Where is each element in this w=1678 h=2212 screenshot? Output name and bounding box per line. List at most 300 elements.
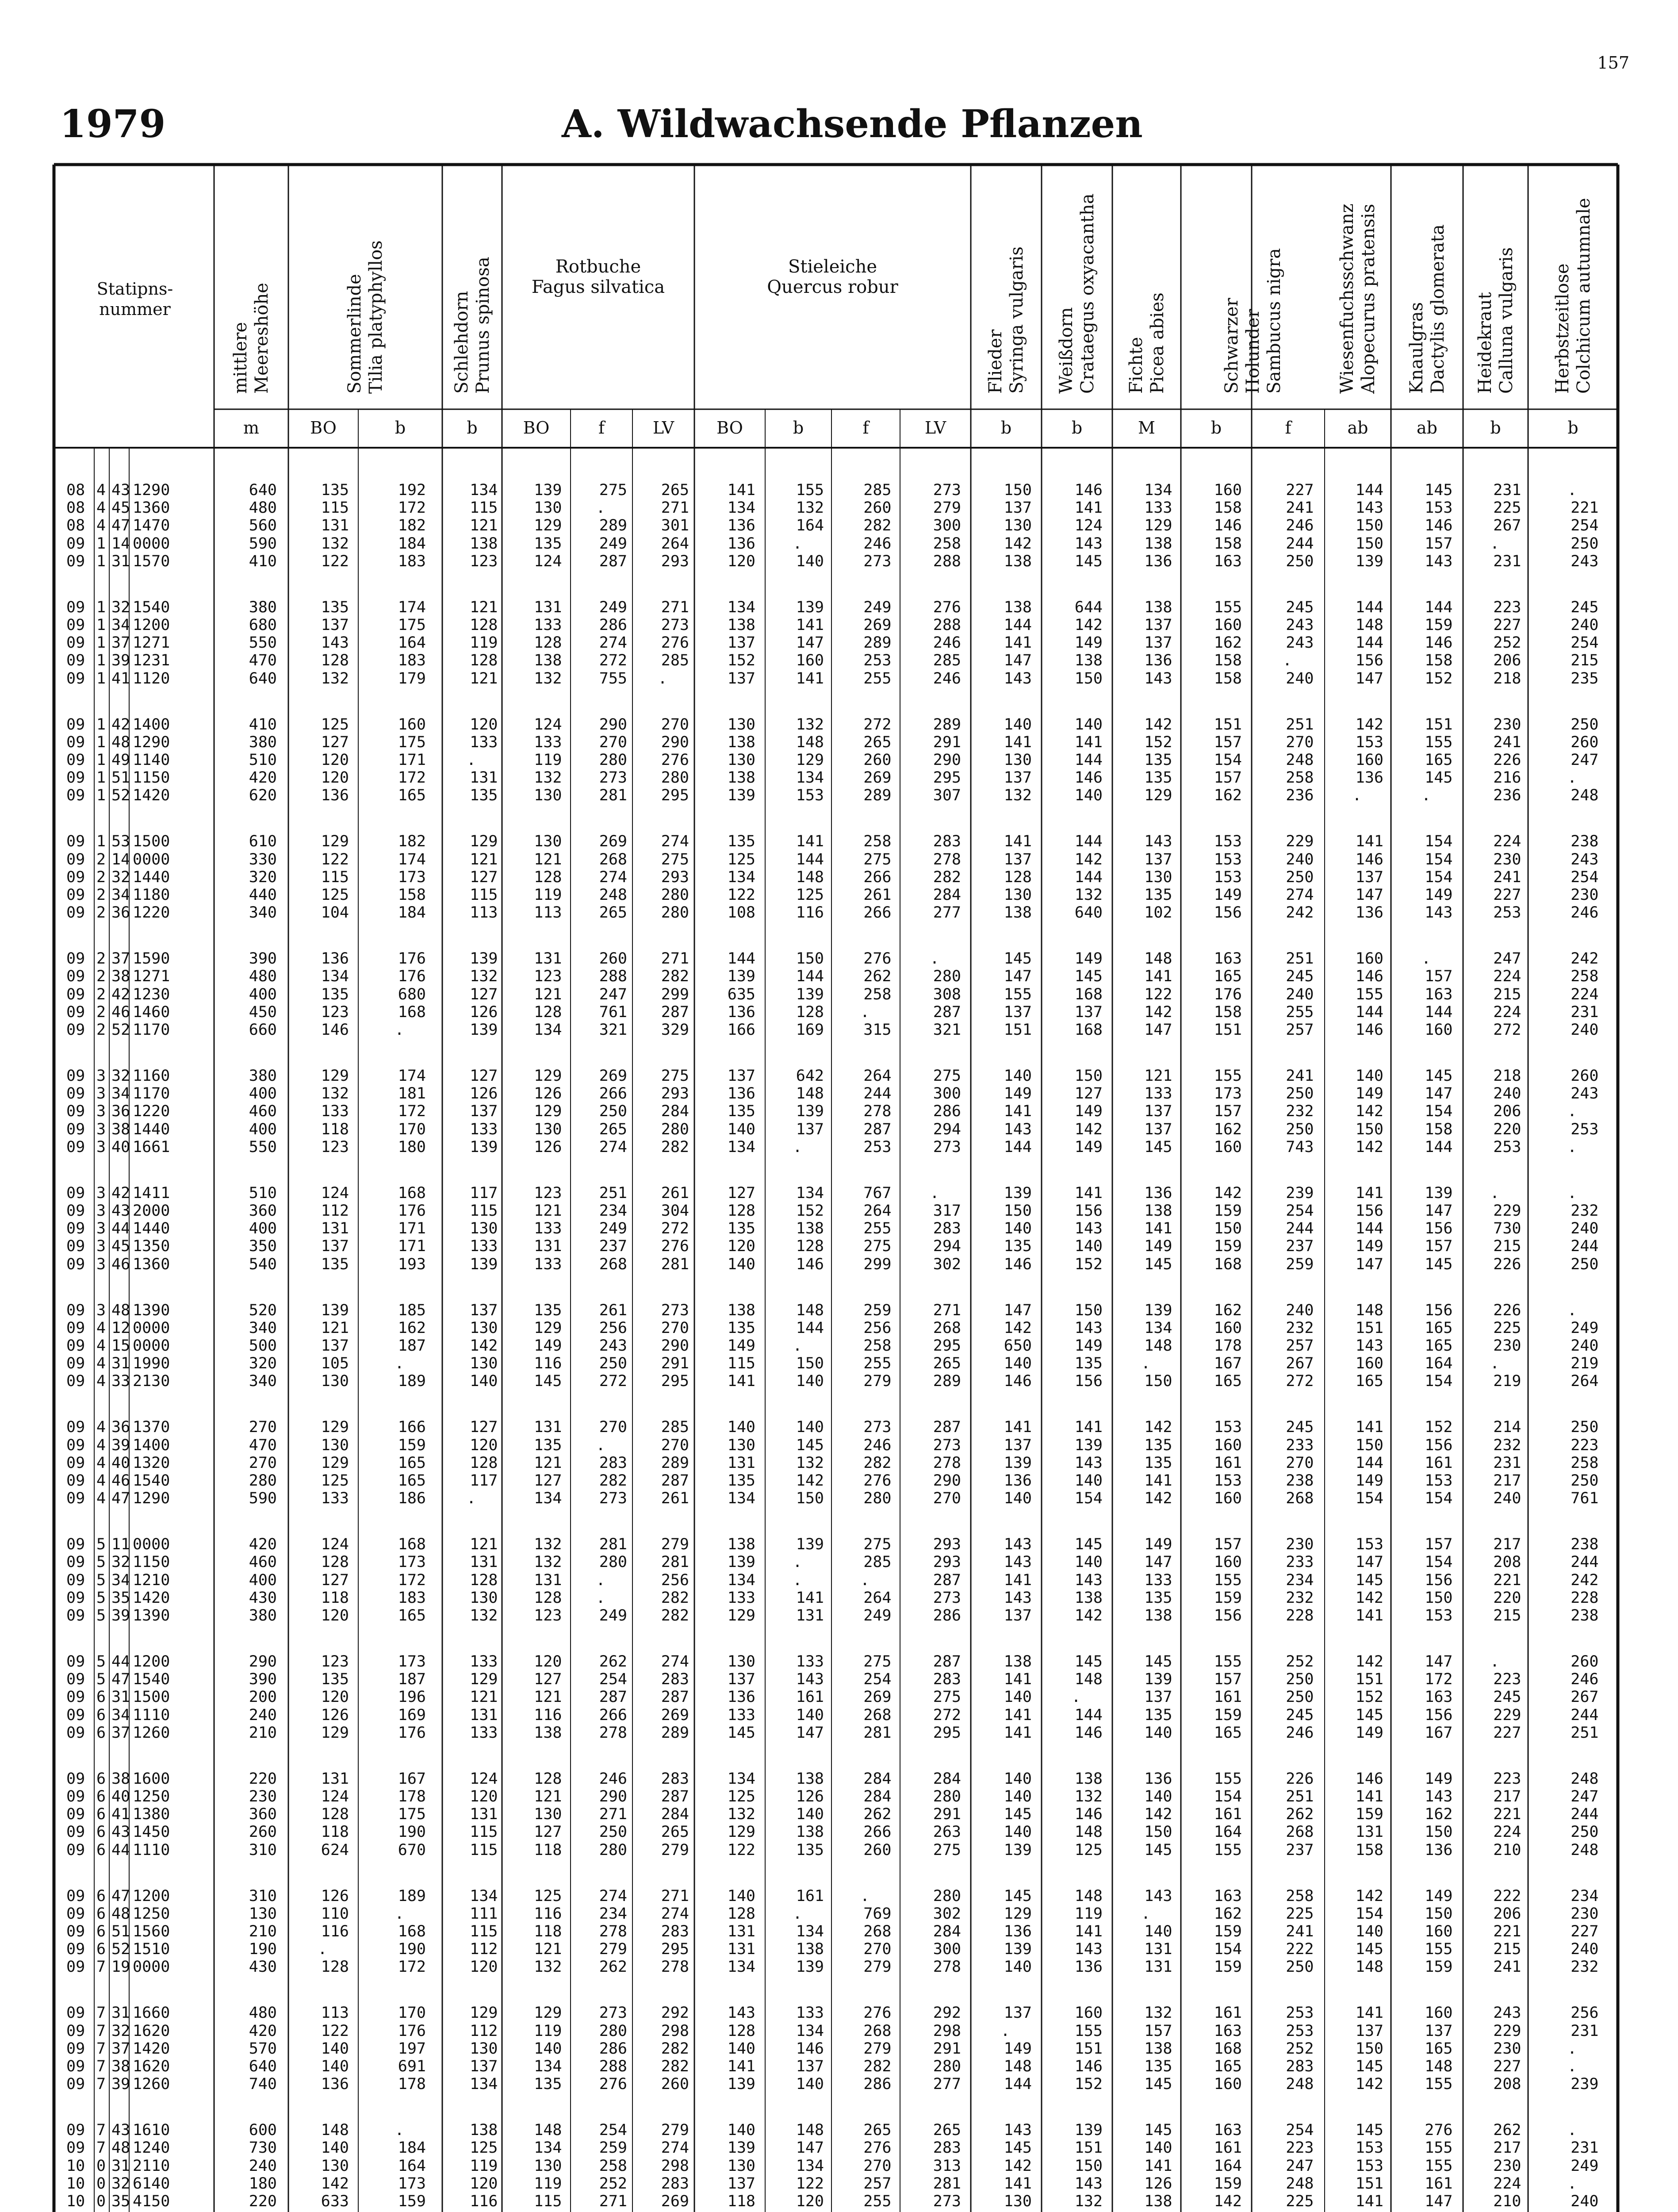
station-code: 09 bbox=[66, 634, 85, 652]
table-cell: 138 bbox=[1004, 1653, 1032, 1671]
table-cell: 138 bbox=[470, 534, 498, 553]
station-code: 08 bbox=[66, 481, 85, 499]
table-cell: 291 bbox=[933, 733, 961, 751]
table-cell: 136 bbox=[727, 517, 755, 535]
table-cell: 281 bbox=[933, 2174, 961, 2193]
table-cell: 155 bbox=[1214, 598, 1242, 616]
table-cell: 278 bbox=[933, 1454, 961, 1472]
station-code: 48 bbox=[111, 1301, 130, 1319]
table-cell: 176 bbox=[398, 1202, 426, 1220]
station-code: 09 bbox=[66, 1436, 85, 1454]
table-cell: 129 bbox=[470, 1671, 498, 1689]
page-number: 157 bbox=[1597, 53, 1629, 73]
table-cell: 245 bbox=[1286, 1706, 1314, 1724]
table-cell: 271 bbox=[661, 598, 689, 616]
table-cell: 262 bbox=[1493, 2121, 1521, 2139]
station-code: 7 bbox=[96, 2121, 106, 2139]
table-cell: 290 bbox=[661, 733, 689, 751]
station-code: 1200 bbox=[133, 1653, 170, 1671]
station-code: 1160 bbox=[133, 1067, 170, 1085]
table-cell: 256 bbox=[1571, 2004, 1599, 2022]
table-cell: 150 bbox=[1425, 1823, 1453, 1841]
table-cell: 131 bbox=[470, 1706, 498, 1724]
table-cell: 129 bbox=[534, 1319, 562, 1337]
table-cell: 131 bbox=[727, 1940, 755, 1959]
table-cell: 264 bbox=[863, 1067, 892, 1085]
table-cell: 257 bbox=[1286, 1337, 1314, 1355]
table-cell: 139 bbox=[470, 1255, 498, 1273]
table-cell: 145 bbox=[1425, 1067, 1453, 1085]
table-cell: 146 bbox=[1074, 769, 1103, 787]
station-code: 6 bbox=[96, 1940, 106, 1959]
table-cell: 116 bbox=[321, 1923, 349, 1940]
station-code: 1420 bbox=[133, 787, 170, 805]
station-code: 7 bbox=[96, 2004, 106, 2022]
table-cell: 165 bbox=[1425, 2039, 1453, 2058]
table-cell: 141 bbox=[796, 616, 824, 634]
table-cell: 219 bbox=[1571, 1355, 1599, 1373]
station-code: 09 bbox=[66, 1788, 85, 1805]
station-code: 09 bbox=[66, 2139, 85, 2157]
table-cell: 261 bbox=[661, 1490, 689, 1508]
table-cell: 241 bbox=[1286, 499, 1314, 517]
table-cell: 147 bbox=[1355, 1553, 1383, 1571]
station-code: 12 bbox=[111, 1319, 130, 1337]
table-cell: 149 bbox=[1144, 1536, 1172, 1554]
table-cell: 620 bbox=[249, 787, 277, 805]
table-cell: 274 bbox=[599, 1887, 627, 1905]
station-code: 09 bbox=[66, 1255, 85, 1273]
table-cell: 159 bbox=[398, 2193, 426, 2210]
table-cell: 279 bbox=[933, 499, 961, 517]
table-cell: 156 bbox=[1425, 1220, 1453, 1238]
table-cell: 282 bbox=[661, 1138, 689, 1156]
table-cell: 244 bbox=[863, 1085, 892, 1103]
table-cell: 140 bbox=[1144, 1724, 1172, 1742]
table-cell: 160 bbox=[1214, 1319, 1242, 1337]
table-cell: 231 bbox=[1493, 1454, 1521, 1472]
table-cell: 270 bbox=[661, 1436, 689, 1454]
table-cell: 159 bbox=[1214, 1706, 1242, 1724]
table-cell: 229 bbox=[1493, 1706, 1521, 1724]
table-cell: . bbox=[1567, 1138, 1577, 1156]
table-cell: . bbox=[466, 751, 476, 769]
table-cell: 276 bbox=[863, 2004, 892, 2022]
table-cell: 159 bbox=[1214, 1237, 1242, 1256]
table-cell: . bbox=[395, 1905, 404, 1923]
table-cell: 142 bbox=[1355, 715, 1383, 733]
table-cell: . bbox=[596, 499, 605, 517]
table-cell: 231 bbox=[1571, 2139, 1599, 2157]
station-code: 6 bbox=[96, 1688, 106, 1706]
table-cell: 132 bbox=[1144, 2004, 1172, 2022]
table-cell: 271 bbox=[599, 2193, 627, 2210]
table-cell: 273 bbox=[599, 769, 627, 787]
table-cell: 132 bbox=[534, 1958, 562, 1976]
table-cell: 280 bbox=[661, 904, 689, 922]
table-cell: 138 bbox=[727, 733, 755, 751]
table-cell: 116 bbox=[534, 1355, 562, 1373]
table-cell: 140 bbox=[727, 1120, 755, 1138]
table-cell: 137 bbox=[470, 2058, 498, 2075]
unit-label: b bbox=[1000, 418, 1012, 438]
station-code: 1110 bbox=[133, 1841, 170, 1859]
table-cell: 173 bbox=[398, 1653, 426, 1671]
table-cell: 243 bbox=[1493, 2004, 1521, 2022]
table-cell: 128 bbox=[727, 2022, 755, 2040]
station-code: 44 bbox=[111, 1653, 130, 1671]
table-cell: 149 bbox=[1425, 1770, 1453, 1788]
table-cell: . bbox=[1567, 2174, 1577, 2193]
table-cell: 130 bbox=[534, 2157, 562, 2175]
table-cell: 165 bbox=[398, 1607, 426, 1624]
table-cell: 680 bbox=[398, 985, 426, 1003]
table-cell: 249 bbox=[599, 534, 627, 553]
table-cell: 163 bbox=[1214, 2121, 1242, 2139]
table-cell: 158 bbox=[1214, 1003, 1242, 1021]
table-cell: 160 bbox=[1214, 1138, 1242, 1156]
table-cell: . bbox=[1567, 1102, 1577, 1121]
table-cell: 222 bbox=[1286, 1940, 1314, 1959]
table-cell: 125 bbox=[796, 886, 824, 904]
table-cell: 147 bbox=[1425, 1653, 1453, 1671]
table-cell: 145 bbox=[1074, 968, 1103, 986]
table-cell: 104 bbox=[321, 904, 349, 922]
table-cell: 126 bbox=[470, 1003, 498, 1021]
table-cell: 144 bbox=[796, 850, 824, 868]
station-code: 09 bbox=[66, 669, 85, 687]
table-cell: 224 bbox=[1571, 985, 1599, 1003]
table-cell: 136 bbox=[727, 1085, 755, 1103]
table-cell: 145 bbox=[1355, 2058, 1383, 2075]
table-cell: 129 bbox=[534, 2004, 562, 2022]
station-code: 1380 bbox=[133, 1805, 170, 1824]
station-code: 1150 bbox=[133, 1553, 170, 1571]
station-code: 3 bbox=[96, 1067, 106, 1085]
table-cell: 162 bbox=[1214, 1301, 1242, 1319]
table-cell: 132 bbox=[796, 715, 824, 733]
station-code: 09 bbox=[66, 769, 85, 787]
table-cell: 184 bbox=[398, 2139, 426, 2157]
table-cell: 257 bbox=[863, 2174, 892, 2193]
station-code: 6 bbox=[96, 1805, 106, 1824]
table-cell: 273 bbox=[661, 616, 689, 634]
table-cell: 268 bbox=[863, 1923, 892, 1940]
table-cell: 258 bbox=[599, 2157, 627, 2175]
table-cell: 153 bbox=[1214, 868, 1242, 886]
table-cell: 141 bbox=[1004, 2174, 1032, 2193]
table-cell: 274 bbox=[599, 634, 627, 652]
table-cell: 315 bbox=[863, 1021, 892, 1039]
table-cell: 259 bbox=[863, 1301, 892, 1319]
table-cell: 136 bbox=[1004, 1923, 1032, 1940]
station-code: 09 bbox=[66, 1337, 85, 1355]
unit-label: BO bbox=[523, 418, 550, 438]
table-cell: 160 bbox=[1355, 1355, 1383, 1373]
table-cell: 286 bbox=[599, 2039, 627, 2058]
table-cell: 138 bbox=[1144, 598, 1172, 616]
table-cell: 140 bbox=[1355, 1067, 1383, 1085]
table-cell: 150 bbox=[1355, 534, 1383, 553]
table-cell: 237 bbox=[1286, 1237, 1314, 1256]
table-cell: 273 bbox=[933, 1589, 961, 1607]
table-cell: 238 bbox=[1286, 1472, 1314, 1490]
table-cell: 145 bbox=[1144, 1255, 1172, 1273]
table-cell: 220 bbox=[1493, 1120, 1521, 1138]
table-cell: 115 bbox=[470, 886, 498, 904]
unit-label: b bbox=[793, 418, 804, 438]
table-cell: 241 bbox=[1286, 1923, 1314, 1940]
table-cell: 128 bbox=[321, 1958, 349, 1976]
station-code: 34 bbox=[111, 616, 130, 634]
station-code: 44 bbox=[111, 1220, 130, 1238]
station-code: 09 bbox=[66, 1184, 85, 1202]
table-cell: 140 bbox=[796, 1418, 824, 1436]
table-cell: 145 bbox=[1004, 1887, 1032, 1905]
table-cell: 152 bbox=[1074, 2075, 1103, 2093]
table-cell: 147 bbox=[1355, 1255, 1383, 1273]
table-cell: 330 bbox=[249, 850, 277, 868]
table-cell: 153 bbox=[1425, 1472, 1453, 1490]
table-cell: 218 bbox=[1493, 1067, 1521, 1085]
table-cell: 272 bbox=[1493, 1021, 1521, 1039]
table-cell: 133 bbox=[534, 733, 562, 751]
station-code: 08 bbox=[66, 517, 85, 535]
station-code: 4 bbox=[96, 481, 106, 499]
table-cell: 134 bbox=[534, 2058, 562, 2075]
station-code: 09 bbox=[66, 1120, 85, 1138]
table-cell: 134 bbox=[727, 868, 755, 886]
table-cell: 125 bbox=[727, 850, 755, 868]
station-code: 48 bbox=[111, 733, 130, 751]
table-cell: 131 bbox=[470, 769, 498, 787]
table-cell: 146 bbox=[1004, 1372, 1032, 1390]
station-code: 1260 bbox=[133, 2075, 170, 2093]
table-cell: 132 bbox=[534, 1553, 562, 1571]
table-cell: 137 bbox=[1004, 499, 1032, 517]
table-cell: 135 bbox=[534, 1301, 562, 1319]
table-cell: 134 bbox=[1144, 1319, 1172, 1337]
station-code: 09 bbox=[66, 1102, 85, 1121]
table-cell: 380 bbox=[249, 1067, 277, 1085]
table-cell: 130 bbox=[727, 715, 755, 733]
table-cell: 121 bbox=[321, 1319, 349, 1337]
table-cell: 230 bbox=[1571, 886, 1599, 904]
table-cell: 135 bbox=[1144, 1589, 1172, 1607]
table-cell: 116 bbox=[470, 2193, 498, 2210]
station-code: 2 bbox=[96, 985, 106, 1003]
table-cell: 140 bbox=[1074, 1472, 1103, 1490]
table-cell: 600 bbox=[249, 2121, 277, 2139]
table-cell: 151 bbox=[1004, 1021, 1032, 1039]
station-code: 1220 bbox=[133, 904, 170, 922]
station-code: 1610 bbox=[133, 2121, 170, 2139]
table-cell: 265 bbox=[933, 2121, 961, 2139]
table-cell: 155 bbox=[1425, 2075, 1453, 2093]
table-cell: 190 bbox=[249, 1940, 277, 1959]
table-cell: 130 bbox=[470, 1355, 498, 1373]
station-code: 09 bbox=[66, 2022, 85, 2040]
table-cell: 624 bbox=[321, 1841, 349, 1859]
station-code: 1320 bbox=[133, 1454, 170, 1472]
station-code: 09 bbox=[66, 1805, 85, 1824]
table-cell: 138 bbox=[796, 1770, 824, 1788]
table-cell: 287 bbox=[933, 1653, 961, 1671]
table-cell: 240 bbox=[1571, 1021, 1599, 1039]
table-cell: 135 bbox=[321, 1255, 349, 1273]
station-code: 46 bbox=[111, 1255, 130, 1273]
table-cell: 137 bbox=[1144, 1120, 1172, 1138]
table-cell: 164 bbox=[1425, 1355, 1453, 1373]
table-cell: 149 bbox=[1355, 1237, 1383, 1256]
table-cell: 245 bbox=[1286, 1418, 1314, 1436]
table-cell: 146 bbox=[796, 1255, 824, 1273]
table-cell: 137 bbox=[321, 616, 349, 634]
unit-label: f bbox=[862, 418, 869, 438]
station-code: 5 bbox=[96, 1607, 106, 1624]
station-code: 1 bbox=[96, 534, 106, 553]
table-cell: 128 bbox=[534, 1003, 562, 1021]
table-cell: 233 bbox=[1286, 1553, 1314, 1571]
table-cell: 138 bbox=[727, 769, 755, 787]
station-code: 37 bbox=[111, 634, 130, 652]
column-header: Herbstzeitlose Colchicum autumnale bbox=[1552, 198, 1594, 394]
table-cell: 137 bbox=[1144, 1688, 1172, 1706]
table-cell: 223 bbox=[1493, 1671, 1521, 1689]
table-cell: 139 bbox=[1004, 1841, 1032, 1859]
table-cell: 254 bbox=[599, 2121, 627, 2139]
table-cell: 145 bbox=[1355, 1940, 1383, 1959]
table-cell: 229 bbox=[1286, 833, 1314, 851]
station-code: 49 bbox=[111, 751, 130, 769]
table-cell: 159 bbox=[1425, 616, 1453, 634]
table-cell: 278 bbox=[599, 1923, 627, 1940]
table-cell: 112 bbox=[470, 2022, 498, 2040]
table-cell: 761 bbox=[1571, 1490, 1599, 1508]
table-cell: 143 bbox=[1004, 1536, 1032, 1554]
table-cell: 262 bbox=[863, 968, 892, 986]
table-cell: 420 bbox=[249, 2022, 277, 2040]
table-cell: 285 bbox=[661, 652, 689, 670]
table-cell: 102 bbox=[1144, 904, 1172, 922]
table-cell: 146 bbox=[1355, 968, 1383, 986]
table-cell: 125 bbox=[321, 715, 349, 733]
table-cell: 139 bbox=[796, 1958, 824, 1976]
table-cell: 276 bbox=[599, 2075, 627, 2093]
table-cell: 141 bbox=[1004, 1102, 1032, 1121]
table-cell: 132 bbox=[470, 968, 498, 986]
table-cell: 154 bbox=[1425, 868, 1453, 886]
table-cell: 232 bbox=[1286, 1102, 1314, 1121]
table-cell: 253 bbox=[1493, 904, 1521, 922]
table-cell: 276 bbox=[863, 1472, 892, 1490]
table-cell: 119 bbox=[534, 2174, 562, 2193]
table-cell: 174 bbox=[398, 1067, 426, 1085]
table-cell: 137 bbox=[727, 1671, 755, 1689]
table-cell: 282 bbox=[661, 2058, 689, 2075]
table-cell: 156 bbox=[1425, 1571, 1453, 1589]
station-code: 1 bbox=[96, 616, 106, 634]
table-cell: 159 bbox=[1425, 1958, 1453, 1976]
table-cell: 145 bbox=[1144, 1841, 1172, 1859]
table-cell: 138 bbox=[1144, 534, 1172, 553]
unit-label: b bbox=[1567, 418, 1578, 438]
table-cell: 139 bbox=[727, 968, 755, 986]
station-code: 5 bbox=[96, 1536, 106, 1554]
table-cell: 262 bbox=[599, 1958, 627, 1976]
table-cell: 149 bbox=[1074, 950, 1103, 968]
table-cell: 165 bbox=[398, 1472, 426, 1490]
table-cell: 730 bbox=[1493, 1220, 1521, 1238]
table-cell: 231 bbox=[1493, 552, 1521, 570]
table-cell: 163 bbox=[1425, 985, 1453, 1003]
station-code: 09 bbox=[66, 1490, 85, 1508]
table-cell: 420 bbox=[249, 1536, 277, 1554]
table-cell: 145 bbox=[796, 1436, 824, 1454]
table-cell: 165 bbox=[398, 787, 426, 805]
table-cell: 157 bbox=[1425, 1237, 1453, 1256]
table-cell: 281 bbox=[863, 1724, 892, 1742]
table-cell: 288 bbox=[599, 2058, 627, 2075]
table-cell: 220 bbox=[249, 2193, 277, 2210]
table-cell: 196 bbox=[398, 1688, 426, 1706]
table-cell: 255 bbox=[863, 1220, 892, 1238]
table-cell: 590 bbox=[249, 1490, 277, 1508]
station-code: 1 bbox=[96, 669, 106, 687]
table-cell: 146 bbox=[1425, 517, 1453, 535]
table-cell: 238 bbox=[1571, 1536, 1599, 1554]
unit-label: b bbox=[1211, 418, 1222, 438]
table-cell: 139 bbox=[470, 950, 498, 968]
table-cell: 160 bbox=[1214, 616, 1242, 634]
table-cell: 116 bbox=[796, 904, 824, 922]
table-cell: 250 bbox=[1571, 1418, 1599, 1436]
table-cell: 142 bbox=[1355, 1589, 1383, 1607]
table-cell: 135 bbox=[1144, 886, 1172, 904]
table-cell: 144 bbox=[1074, 1706, 1103, 1724]
table-cell: 119 bbox=[534, 886, 562, 904]
table-cell: 283 bbox=[599, 1454, 627, 1472]
table-cell: . bbox=[860, 1887, 870, 1905]
table-cell: 142 bbox=[1214, 2193, 1242, 2210]
table-cell: . bbox=[596, 1589, 605, 1607]
table-cell: . bbox=[793, 1337, 802, 1355]
table-cell: 115 bbox=[470, 499, 498, 517]
table-cell: 140 bbox=[1004, 715, 1032, 733]
table-cell: 124 bbox=[321, 1788, 349, 1805]
table-cell: 160 bbox=[1214, 2075, 1242, 2093]
table-cell: 329 bbox=[661, 1021, 689, 1039]
table-cell: 270 bbox=[1286, 733, 1314, 751]
table-cell: 293 bbox=[933, 1536, 961, 1554]
station-code: 2 bbox=[96, 904, 106, 922]
table-cell: 132 bbox=[321, 669, 349, 687]
table-cell: 298 bbox=[661, 2157, 689, 2175]
table-cell: 273 bbox=[933, 2193, 961, 2210]
table-cell: 154 bbox=[1074, 1490, 1103, 1508]
table-cell: 140 bbox=[796, 2075, 824, 2093]
station-code: 52 bbox=[111, 1021, 130, 1039]
table-cell: 150 bbox=[796, 1355, 824, 1373]
table-cell: 295 bbox=[661, 787, 689, 805]
station-code: 1440 bbox=[133, 1120, 170, 1138]
table-cell: 125 bbox=[321, 886, 349, 904]
station-code: 0000 bbox=[133, 1536, 170, 1554]
station-code: 1 bbox=[96, 787, 106, 805]
station-code: 09 bbox=[66, 715, 85, 733]
table-cell: 143 bbox=[1074, 1319, 1103, 1337]
table-cell: 227 bbox=[1493, 616, 1521, 634]
